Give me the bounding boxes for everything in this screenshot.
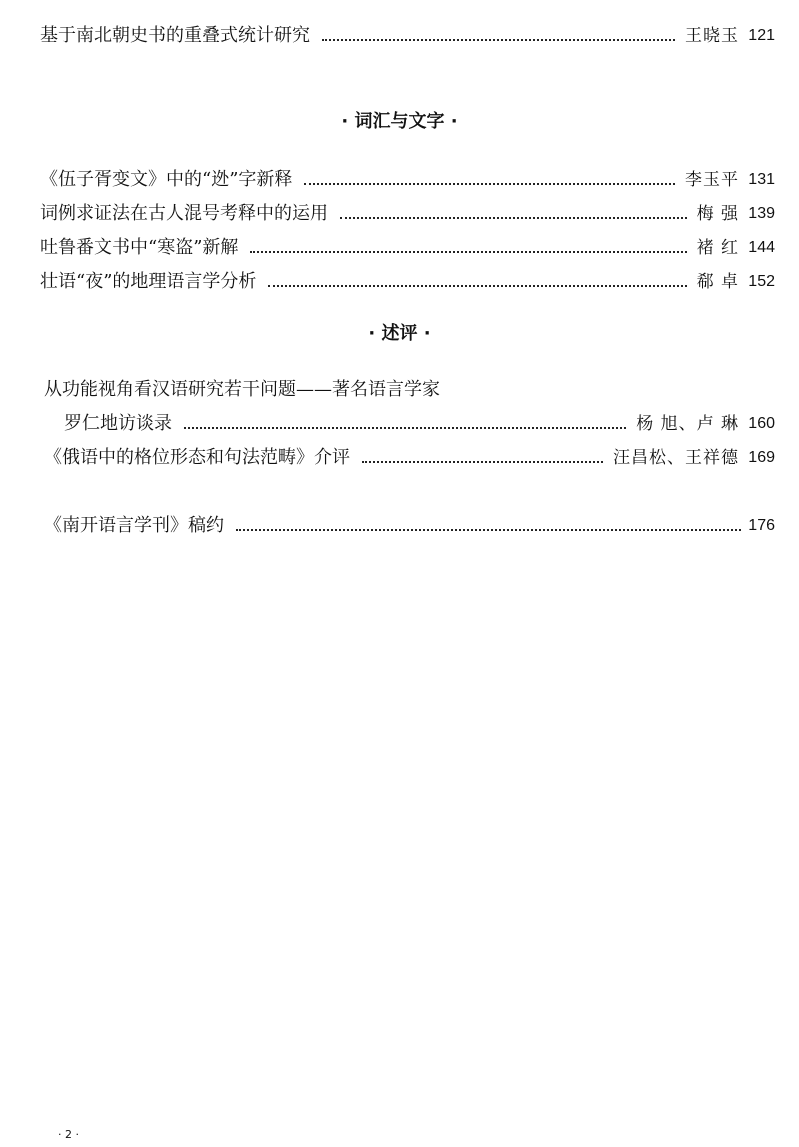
toc-entry-page: 176 xyxy=(748,517,775,534)
toc-entry[interactable] xyxy=(40,200,775,226)
toc-entry-author: 李玉平 xyxy=(685,170,739,190)
dot-leader xyxy=(304,183,675,185)
toc-entry-page: 131 xyxy=(748,171,775,188)
toc-entry-title-line1[interactable]: 从功能视角看汉语研究若干问题——著名语言学家 xyxy=(44,379,440,400)
toc-entry[interactable] xyxy=(64,410,775,436)
toc-entry[interactable] xyxy=(44,444,775,470)
section-heading-review: · 述评 · xyxy=(368,323,431,344)
toc-entry-page: 169 xyxy=(748,449,775,466)
toc-entry-page: 152 xyxy=(748,273,775,290)
toc-entry[interactable] xyxy=(40,22,775,48)
toc-entry-page: 139 xyxy=(748,205,775,222)
toc-entry-title: 词例求证法在古人混号考释中的运用 xyxy=(40,203,328,224)
toc-entry-page: 160 xyxy=(748,415,775,432)
toc-entry-author: 郗 卓 xyxy=(696,272,739,292)
toc-entry-author: 梅 强 xyxy=(696,204,739,224)
dot-leader xyxy=(184,427,626,429)
toc-entry-title: 《伍子胥变文》中的“迯”字新释 xyxy=(40,169,293,190)
toc-entry-author: 杨 旭、卢 琳 xyxy=(636,414,739,434)
toc-entry-title: 吐鲁番文书中“寒盗”新解 xyxy=(40,237,239,258)
toc-entry[interactable] xyxy=(40,166,775,192)
dot-leader xyxy=(340,217,687,219)
toc-entry[interactable] xyxy=(40,268,775,294)
toc-entry-author: 汪昌松、王祥德 xyxy=(613,448,739,468)
toc-entry-title: 罗仁地访谈录 xyxy=(64,413,172,434)
dot-leader xyxy=(236,529,741,531)
section-heading-vocabulary: · 词汇与文字 · xyxy=(341,111,458,132)
toc-entry-title: 《南开语言学刊》稿约 xyxy=(44,515,224,536)
dot-leader xyxy=(250,251,686,253)
page-number-marker: · 2 · xyxy=(58,1128,79,1141)
toc-entry-page: 144 xyxy=(748,239,775,256)
toc-entry-page: 121 xyxy=(748,27,775,44)
toc-entry-author: 褚 红 xyxy=(696,238,739,258)
toc-entry-title: 《俄语中的格位形态和句法范畴》介评 xyxy=(44,447,350,468)
dot-leader xyxy=(362,461,603,463)
dot-leader xyxy=(268,285,686,287)
dot-leader xyxy=(322,39,675,41)
toc-entry-author: 王晓玉 xyxy=(685,26,739,46)
toc-entry-title: 基于南北朝史书的重叠式统计研究 xyxy=(40,25,310,46)
toc-entry-title: 壮语“夜”的地理语言学分析 xyxy=(40,271,257,292)
toc-entry[interactable] xyxy=(44,512,775,538)
toc-entry[interactable] xyxy=(40,234,775,260)
